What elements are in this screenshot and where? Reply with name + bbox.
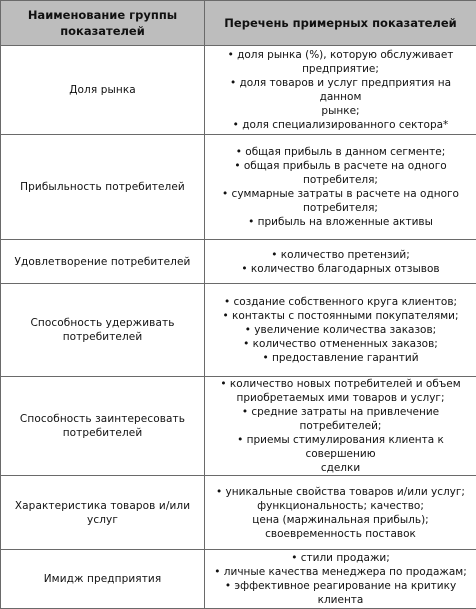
indicators-cell <box>205 377 476 476</box>
indicator-line: • количество новых потребителей и объем <box>209 377 472 391</box>
group-name-cell: Доля рынка <box>1 46 205 135</box>
indicator-line: • доля рынка (%), которую обслуживает <box>209 48 472 62</box>
indicator-line: • количество благодарных отзывов <box>209 262 472 276</box>
indicator-line: • предоставление гарантий <box>209 351 472 365</box>
indicator-line: • доля товаров и услуг предприятия на данном <box>209 76 472 104</box>
indicator-line: потребителя; <box>209 173 472 187</box>
group-name-cell: Имидж предприятия <box>1 550 205 609</box>
indicators-cell <box>205 550 476 609</box>
group-name-cell: Удовлетворение потребителей <box>1 240 205 284</box>
indicator-line: • общая прибыль в данном сегменте; <box>209 145 472 159</box>
indicator-line: предприятие; <box>209 62 472 76</box>
table-row <box>1 46 476 135</box>
indicator-line: • общая прибыль в расчете на одного <box>209 159 472 173</box>
header-indicators-list: Перечень примерных показателей <box>205 1 476 46</box>
table-row <box>1 284 476 377</box>
indicators-cell <box>205 240 476 284</box>
table-header-row <box>1 1 476 46</box>
group-name-cell: Способность удерживать потребителей <box>1 284 205 377</box>
indicators-cell <box>205 476 476 550</box>
indicator-line: • стили продажи; <box>209 551 472 565</box>
indicator-line: • доля специализированного сектора* <box>209 118 472 132</box>
indicator-line: функциональность; качество; <box>209 499 472 513</box>
indicator-line: рынке; <box>209 104 472 118</box>
group-name-cell: Прибыльность потребителей <box>1 135 205 240</box>
group-name-cell: Способность заинтересовать потребителей <box>1 377 205 476</box>
indicator-line: • суммарные затраты в расчете на одного <box>209 187 472 201</box>
indicator-line: • уникальные свойства товаров и/или услуг; <box>209 485 472 499</box>
indicator-line: приобретаемых ими товаров и услуг; <box>209 391 472 405</box>
indicator-line: • приемы стимулирования клиента к совершению <box>209 433 472 461</box>
header-group-name: Наименование группы показателей <box>1 1 205 46</box>
indicator-line: • увеличение количества заказов; <box>209 323 472 337</box>
indicator-line: • средние затраты на привлечение потребителей; <box>209 405 472 433</box>
group-name-cell: Характеристика товаров и/или услуг <box>1 476 205 550</box>
table-row <box>1 377 476 476</box>
indicator-line: своевременность поставок <box>209 527 472 541</box>
indicators-cell <box>205 284 476 377</box>
table-row <box>1 240 476 284</box>
indicator-line: • создание собственного круга клиентов; <box>209 295 472 309</box>
indicator-line: • количество отмененных заказов; <box>209 337 472 351</box>
indicator-line: потребителя; <box>209 201 472 215</box>
indicator-line: цена (маржинальная прибыль); <box>209 513 472 527</box>
indicator-line: • личные качества менеджера по продажам; <box>209 565 472 579</box>
table-row <box>1 476 476 550</box>
indicator-line: • количество претензий; <box>209 248 472 262</box>
indicators-cell <box>205 46 476 135</box>
indicators-cell <box>205 135 476 240</box>
indicator-line: • контакты с постоянными покупателями; <box>209 309 472 323</box>
table-row <box>1 550 476 609</box>
indicator-line: сделки <box>209 461 472 475</box>
indicator-line: • эффективное реагирование на критику клиента <box>209 579 472 607</box>
table-row <box>1 135 476 240</box>
indicator-line: • прибыль на вложенные активы <box>209 215 472 229</box>
